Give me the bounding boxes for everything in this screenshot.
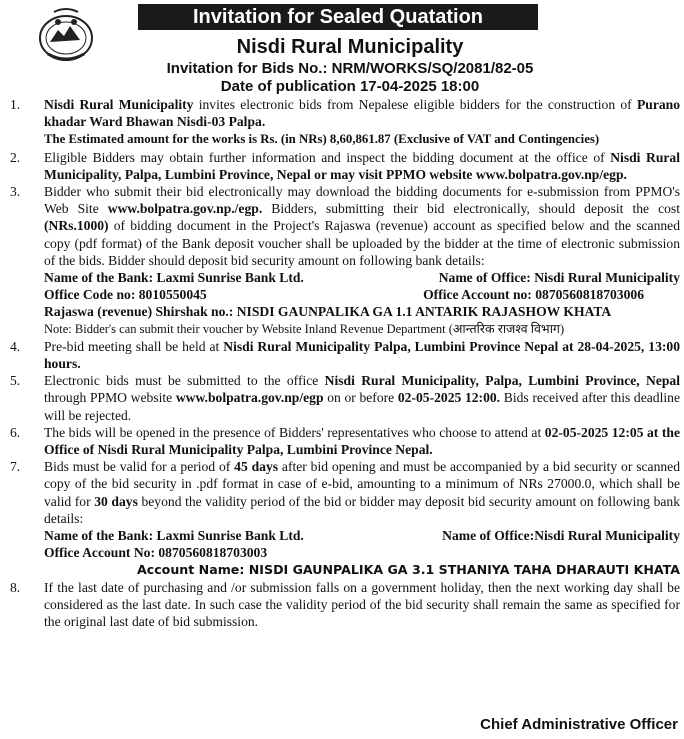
- government-emblem-icon: [36, 6, 96, 64]
- bank-details-row: [44, 286, 680, 303]
- account-name: Account Name: NISDI GAUNPALIKA GA 3.1 STHANIYA TAHA DHARAUTI KHATA: [136, 562, 680, 578]
- office-account: Office Account no: 0870560818703006: [423, 287, 644, 303]
- clause-number: 6.: [10, 424, 21, 440]
- clause-number: 2.: [10, 149, 21, 165]
- bid-number: Invitation for Bids No.: NRM/WORKS/SQ/2081/82-05: [166, 60, 534, 77]
- signatory: Chief Administrative Officer: [480, 716, 678, 733]
- clause-number: 1.: [10, 97, 21, 112]
- clause-5: 5. Electronic bids must be submitted to the office Nisdi Rural Municipality, Palpa, Lumbini Province, Nepal through PPMO website www.bolpatra.gov.np/egp on or before 02-05-2025 12:00. Bids received after this deadline will be rejected.: [10, 373, 680, 423]
- clause-2: 2. Eligible Bidders may obtain further information and inspect the bidding document at the office of Nisdi Rural Municipality, Palpa, Lumbini Province, Nepal or may visit PPMO website www.bolpatra.gov.np/egp.: [10, 149, 680, 182]
- publication-date: Date of publication 17-04-2025 18:00: [220, 78, 480, 95]
- office-account: Office Account No: 0870560818703003: [44, 545, 268, 561]
- bank-details-row: [44, 527, 680, 544]
- office-name: Name of Office: Nisdi Rural Municipality: [438, 270, 680, 286]
- clause-number: 5.: [10, 373, 21, 389]
- organization-title: Nisdi Rural Municipality: [236, 36, 464, 58]
- clause-8: 8. If the last date of purchasing and /or submission falls on a government holiday, then the next working day shall be considered as the last date. In such case the validity period of the bid security shall remain the same as specified for the original last date of bid submission.: [10, 579, 680, 630]
- clause-7: 7. Bids must be valid for a period of 45 days after bid opening and must be accompanied by a bid security or scanned copy of the bid security in .pdf format in case of e-bid, amounting to a minimum of NRs 27000.0, which shall be valid for 30 days beyond the validity period of the bid or bidder may deposit bid security amount on following bank details: Name of the Bank: Laxmi Sunrise Bank Ltd. Name of Office:Nisdi Rural Municipality Office Account No: 0870560818703003 Account Name: NISDI GAUNPALIKA GA 3.1 STHANIYA TAHA DHARAUTI KHATA: [10, 459, 681, 578]
- clause-1: 1. Nisdi Rural Municipality invites electronic bids from Nepalese eligible bidders for the construction of Purano khadar Ward Bhawan Nisdi-03 Palpa. The Estimated amount for the works is Rs. (in NRs) 8,60,861.87 (Exclusive of VAT and Contingencies): [10, 97, 681, 147]
- voucher-note: Note: Bidder's can submit their voucher by Website Inland Revenue Department (आन्तरिक राजश्व विभाग): [44, 321, 565, 336]
- estimated-amount: The Estimated amount for the works is Rs. (in NRs) 8,60,861.87 (Exclusive of VAT and Contingencies): [44, 132, 600, 147]
- rajaswa-shirshak: Rajaswa (revenue) Shirshak no.: NISDI GAUNPALIKA GA 1.1 ANTARIK RAJASHOW KHATA: [44, 304, 612, 320]
- clause-3: 3. Bidder who submit their bid electronically may download the bidding documents for e-submission from PPMO's Web Site www.bolpatra.gov.np./egp. Bidders, submitting their bid electronically, should deposit the cost (NRs.1000) of bidding document in the Project's Rajaswa (revenue) account as specified below and the scanned copy (pdf format) of the Bank deposit voucher shall be uploaded by the bidder at the time of electronic submission of the bids. Bidder should deposit bid security amount on following bank details: Name of the Bank: Laxmi Sunrise Bank Ltd. Name of Office: Nisdi Rural Municipality Office Code no: 8010550045 Office Account no: 0870560818703006 Rajaswa (revenue) Shirshak no.: NISDI GAUNPALIKA GA 1.1 ANTARIK RAJASHOW KHATA Note: Bidder's can submit their voucher by Website Inland Revenue Department (आन्तरिक राजश्व विभाग): [8, 183, 680, 338]
- clause-number: 3.: [10, 184, 21, 200]
- clause-number: 7.: [10, 459, 21, 475]
- clause-6: 6. The bids will be opened in the presence of Bidders' representatives who choose to attend at 02-05-2025 12:05 at the Office of Nisdi Rural Municipality Palpa, Lumbini Province Nepal.: [10, 424, 680, 458]
- bank-name: Name of the Bank: Laxmi Sunrise Bank Ltd.: [44, 270, 304, 286]
- bank-name: Name of the Bank: Laxmi Sunrise Bank Ltd.: [44, 528, 304, 544]
- clause-4: 4. Pre-bid meeting shall be held at Nisdi Rural Municipality Palpa, Lumbini Province Nepal at 28-04-2025, 13:00 hours.: [10, 338, 680, 372]
- office-name: Name of Office:Nisdi Rural Municipality: [442, 528, 680, 544]
- office-code: Office Code no: 8010550045: [44, 287, 207, 303]
- clause-number: 4.: [10, 338, 21, 354]
- bank-details-row: [44, 269, 680, 286]
- notice-banner: Invitation for Sealed Quatation: [138, 4, 538, 30]
- notice-body: [8, 96, 680, 630]
- clause-number: 8.: [10, 579, 21, 595]
